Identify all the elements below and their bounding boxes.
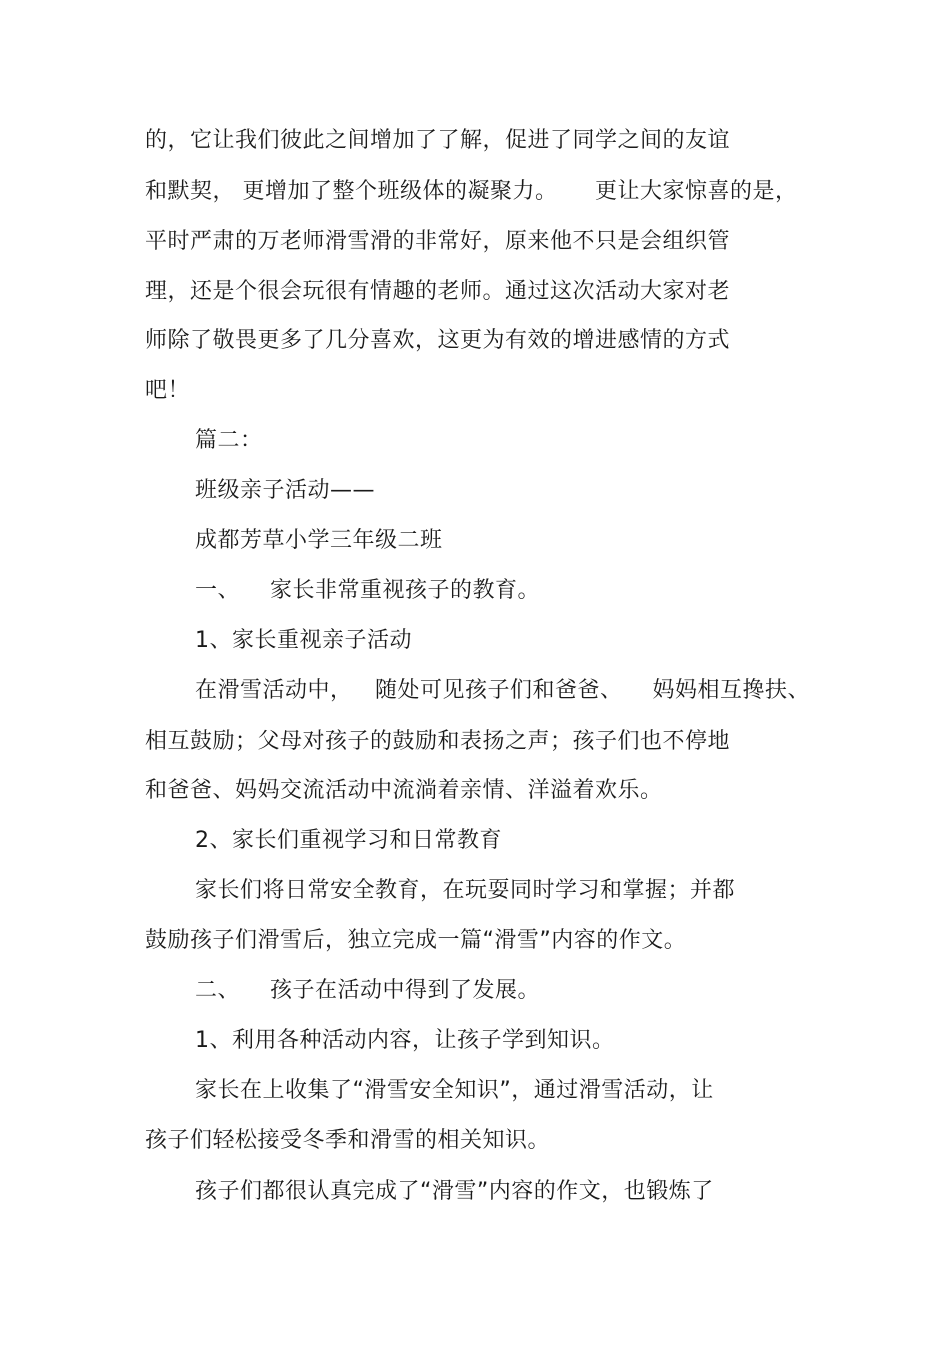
text-line: 师除了敬畏更多了几分喜欢，这更为有效的增进感情的方式 bbox=[145, 328, 731, 353]
heading-level-2: 1、利用各种活动内容，让孩子学到知识。 bbox=[195, 1028, 615, 1053]
heading-level-2: 2、家长们重视学习和日常教育 bbox=[195, 828, 502, 853]
text-line: 孩子们都很认真完成了“滑雪”内容的作文，也锻炼了 bbox=[195, 1179, 714, 1204]
text-line: 理，还是个很会玩很有情趣的老师。通过这次活动大家对老 bbox=[145, 279, 731, 304]
text-line: 相互鼓励；父母对孩子的鼓励和表扬之声；孩子们也不停地 bbox=[145, 729, 731, 754]
heading-level-2: 1、家长重视亲子活动 bbox=[195, 628, 412, 653]
text-line: 在滑雪活动中， 随处可见孩子们和爸爸、 妈妈相互搀扶、 bbox=[195, 678, 810, 703]
text-line: 家长在上收集了“滑雪安全知识”，通过滑雪活动，让 bbox=[195, 1078, 714, 1103]
text-line: 和默契， 更增加了整个班级体的凝聚力。 更让大家惊喜的是， bbox=[145, 179, 798, 204]
text-line: 鼓励孩子们滑雪后，独立完成一篇“滑雪”内容的作文。 bbox=[145, 928, 687, 953]
article-subtitle: 成都芳草小学三年级二班 bbox=[195, 528, 443, 553]
text-line: 平时严肃的万老师滑雪滑的非常好，原来他不只是会组织管 bbox=[145, 229, 731, 254]
heading-level-1: 一、 家长非常重视孩子的教育。 bbox=[195, 578, 540, 603]
section-heading: 篇二： bbox=[195, 428, 263, 453]
article-title: 班级亲子活动—— bbox=[195, 478, 376, 503]
text-line: 的，它让我们彼此之间增加了了解，促进了同学之间的友谊 bbox=[145, 128, 731, 153]
text-line: 孩子们轻松接受冬季和滑雪的相关知识。 bbox=[145, 1128, 551, 1153]
text-line: 家长们将日常安全教育，在玩耍同时学习和掌握；并都 bbox=[195, 878, 736, 903]
heading-level-1: 二、 孩子在活动中得到了发展。 bbox=[195, 978, 540, 1003]
text-line: 吧！ bbox=[145, 378, 191, 403]
text-line: 和爸爸、妈妈交流活动中流淌着亲情、洋溢着欢乐。 bbox=[145, 778, 663, 803]
